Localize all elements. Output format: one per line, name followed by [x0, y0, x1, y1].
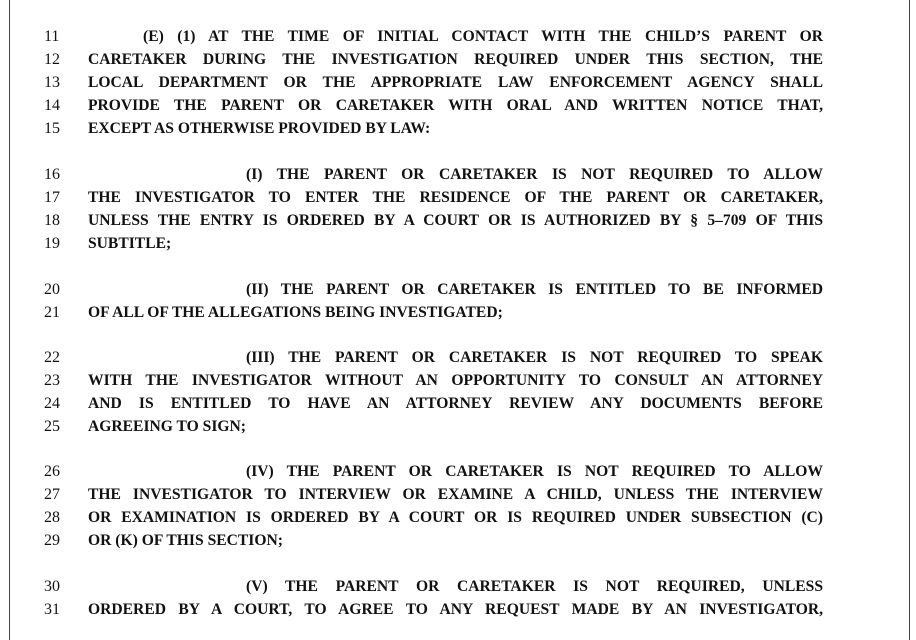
text-line — [0, 279, 916, 301]
line-text: THE INVESTIGATOR TO INTERVIEW OR EXAMINE A CHILD, UNLESS THE INTERVIEW — [88, 486, 823, 503]
line-number: 26 — [44, 463, 60, 480]
line-number: 19 — [44, 235, 60, 252]
line-number: 16 — [44, 166, 60, 183]
line-number: 30 — [44, 578, 60, 595]
line-text: ORDERED BY A COURT, TO AGREE TO ANY REQUEST MADE BY AN INVESTIGATOR, — [88, 601, 823, 618]
line-text: (I) THE PARENT OR CARETAKER IS NOT REQUIRED TO ALLOW — [246, 166, 823, 183]
line-text: (E) (1) AT THE TIME OF INITIAL CONTACT WITH THE CHILD’S PARENT OR — [143, 28, 823, 45]
line-text: LOCAL DEPARTMENT OR THE APPROPRIATE LAW ENFORCEMENT AGENCY SHALL — [88, 74, 823, 91]
text-line — [0, 347, 916, 369]
text-line — [0, 95, 916, 117]
line-text: THE INVESTIGATOR TO ENTER THE RESIDENCE OF THE PARENT OR CARETAKER, — [88, 189, 823, 206]
line-text: (V) THE PARENT OR CARETAKER IS NOT REQUIRED, UNLESS — [246, 578, 823, 595]
line-text: CARETAKER DURING THE INVESTIGATION REQUIRED UNDER THIS SECTION, THE — [88, 51, 823, 68]
text-line — [0, 118, 916, 140]
line-number: 22 — [44, 349, 60, 366]
line-text: (IV) THE PARENT OR CARETAKER IS NOT REQUIRED TO ALLOW — [246, 463, 823, 480]
text-line — [0, 164, 916, 186]
text-line — [0, 484, 916, 506]
line-number: 24 — [44, 395, 60, 412]
text-line — [0, 576, 916, 598]
line-text: PROVIDE THE PARENT OR CARETAKER WITH ORAL AND WRITTEN NOTICE THAT, — [88, 97, 823, 114]
text-line — [0, 507, 916, 529]
line-text: AGREEING TO SIGN; — [88, 418, 247, 435]
text-line — [0, 370, 916, 392]
text-line — [0, 72, 916, 94]
line-number: 18 — [44, 212, 60, 229]
line-number: 31 — [44, 601, 60, 618]
line-number: 23 — [44, 372, 60, 389]
text-line — [0, 599, 916, 621]
line-number: 15 — [44, 120, 60, 137]
text-line — [0, 49, 916, 71]
line-number: 21 — [44, 304, 60, 321]
line-text: WITH THE INVESTIGATOR WITHOUT AN OPPORTUNITY TO CONSULT AN ATTORNEY — [88, 372, 823, 389]
line-number: 13 — [44, 74, 60, 91]
line-number: 27 — [44, 486, 60, 503]
line-number: 28 — [44, 509, 60, 526]
line-text: (II) THE PARENT OR CARETAKER IS ENTITLED TO BE INFORMED — [246, 281, 823, 298]
text-line — [0, 416, 916, 438]
line-text: OR (K) OF THIS SECTION; — [88, 532, 283, 549]
line-text: OR EXAMINATION IS ORDERED BY A COURT OR IS REQUIRED UNDER SUBSECTION (C) — [88, 509, 823, 526]
line-text: AND IS ENTITLED TO HAVE AN ATTORNEY REVIEW ANY DOCUMENTS BEFORE — [88, 395, 823, 412]
text-line — [0, 461, 916, 483]
text-line — [0, 393, 916, 415]
text-line — [0, 210, 916, 232]
line-number: 11 — [44, 28, 60, 45]
line-text: EXCEPT AS OTHERWISE PROVIDED BY LAW: — [88, 120, 431, 137]
text-line — [0, 233, 916, 255]
text-line — [0, 530, 916, 552]
line-number: 12 — [44, 51, 60, 68]
line-number: 25 — [44, 418, 60, 435]
line-number: 20 — [44, 281, 60, 298]
line-text: UNLESS THE ENTRY IS ORDERED BY A COURT OR IS AUTHORIZED BY § 5–709 OF THIS — [88, 212, 823, 229]
line-number: 14 — [44, 97, 60, 114]
line-text: OF ALL OF THE ALLEGATIONS BEING INVESTIGATED; — [88, 304, 503, 321]
line-text: (III) THE PARENT OR CARETAKER IS NOT REQUIRED TO SPEAK — [246, 349, 823, 366]
text-line — [0, 187, 916, 209]
text-line — [0, 302, 916, 324]
text-line — [0, 26, 916, 48]
line-number: 17 — [44, 189, 60, 206]
line-number: 29 — [44, 532, 60, 549]
line-text: SUBTITLE; — [88, 235, 172, 252]
